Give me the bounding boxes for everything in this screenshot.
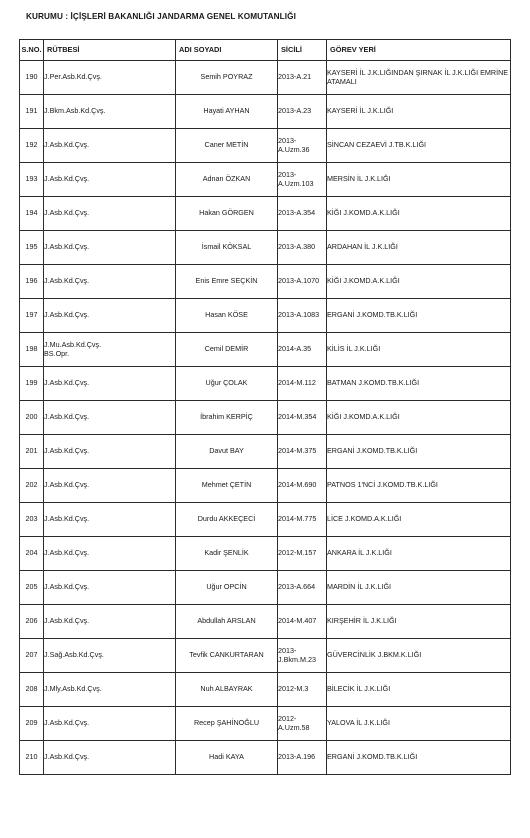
row-number [20, 537, 44, 571]
row-rank [44, 639, 176, 673]
table-row [20, 129, 511, 163]
table-row [20, 231, 511, 265]
row-rank [44, 163, 176, 197]
row-number-text: 198 [25, 344, 38, 354]
row-rank-text: J.Per.Asb.Kd.Çvş. [44, 72, 102, 82]
row-rank [44, 503, 176, 537]
row-rank [44, 537, 176, 571]
row-rank [44, 231, 176, 265]
row-registry [278, 469, 327, 503]
table-row [20, 265, 511, 299]
row-duty-station-text: ERGANİ J.KOMD.TB.K.LIĞI [327, 446, 418, 456]
row-duty-station [327, 401, 511, 435]
table-row [20, 367, 511, 401]
row-rank-text: J.Asb.Kd.Çvş. [44, 412, 90, 422]
table-row [20, 299, 511, 333]
row-number-text: 192 [25, 140, 38, 150]
row-duty-station [327, 265, 511, 299]
row-number-text: 193 [25, 174, 38, 184]
row-rank-text: J.Asb.Kd.Çvş. [44, 446, 90, 456]
row-rank [44, 265, 176, 299]
row-registry-text: 2013-A.1070 [278, 276, 320, 286]
table-row [20, 401, 511, 435]
row-registry [278, 571, 327, 605]
row-rank-branch-text: BS.Opr. [44, 348, 70, 358]
table-header-row [20, 40, 511, 61]
row-rank-text: J.Asb.Kd.Çvş. [44, 378, 90, 388]
row-number [20, 299, 44, 333]
row-number [20, 197, 44, 231]
row-duty-station [327, 605, 511, 639]
row-duty-station-text: KİĞI J.KOMD.A.K.LIĞI [327, 208, 400, 218]
row-duty-station-text: PATNOS 1'NCİ J.KOMD.TB.K.LIĞI [327, 480, 438, 490]
row-full-name-text: Abdullah ARSLAN [197, 616, 256, 626]
row-number [20, 401, 44, 435]
row-registry [278, 163, 327, 197]
row-full-name [176, 435, 278, 469]
row-full-name [176, 163, 278, 197]
table-row [20, 707, 511, 741]
row-full-name [176, 707, 278, 741]
row-registry [278, 129, 327, 163]
row-duty-station-text: MERSİN İL J.K.LIĞI [327, 174, 391, 184]
row-registry-text: 2014-M.354 [278, 412, 317, 422]
row-full-name-text: Uğur ÇOLAK [205, 378, 248, 388]
row-number-text: 208 [25, 684, 38, 694]
row-registry-text: 2014-M.375 [278, 446, 317, 456]
row-registry [278, 741, 327, 775]
row-duty-station [327, 537, 511, 571]
row-rank [44, 61, 176, 95]
row-duty-station-text: MARDİN İL J.K.LIĞI [327, 582, 392, 592]
row-registry-text: 2012-A.Uzm.58 [278, 713, 310, 732]
row-duty-station [327, 95, 511, 129]
row-registry-text: 2014-M.407 [278, 616, 317, 626]
row-full-name-text: Adnan ÖZKAN [202, 174, 251, 184]
row-rank [44, 469, 176, 503]
column-header-duty-station: GÖREV YERİ [327, 40, 511, 61]
row-number [20, 435, 44, 469]
row-rank [44, 605, 176, 639]
table-row [20, 333, 511, 367]
row-registry-text: 2014-M.112 [278, 378, 316, 388]
row-full-name-text: Hadi KAYA [209, 752, 244, 762]
row-full-name-text: Recep ŞAHİNOĞLU [193, 718, 260, 728]
row-registry-text: 2013-A.21 [278, 72, 312, 82]
table-row [20, 605, 511, 639]
row-full-name [176, 61, 278, 95]
row-duty-station-text: KİĞI J.KOMD.A.K.LIĞI [327, 276, 400, 286]
row-full-name-text: Kadir ŞENLİK [204, 548, 249, 558]
row-rank-text: J.Asb.Kd.Çvş. [44, 242, 90, 252]
row-duty-station-text: ERGANİ J.KOMD.TB.K.LIĞI [327, 310, 418, 320]
table-row [20, 571, 511, 605]
row-full-name [176, 639, 278, 673]
row-registry-text: 2013-A.1083 [278, 310, 320, 320]
row-duty-station [327, 367, 511, 401]
row-duty-station-text: BATMAN J.KOMD.TB.K.LIĞI [327, 378, 420, 388]
row-full-name-text: Cemil DEMİR [204, 344, 249, 354]
row-duty-station [327, 503, 511, 537]
row-rank-text: J.Asb.Kd.Çvş. [44, 548, 90, 558]
row-rank [44, 673, 176, 707]
row-full-name [176, 333, 278, 367]
row-number-text: 201 [25, 446, 38, 456]
row-duty-station-text: YALOVA İL J.K.LIĞI [327, 718, 390, 728]
row-registry [278, 61, 327, 95]
row-number-text: 206 [25, 616, 38, 626]
table-row [20, 435, 511, 469]
row-duty-station-text: KAYSERİ İL J.K.LIĞI [327, 106, 394, 116]
row-number-text: 200 [25, 412, 38, 422]
row-registry-text: 2013-A.196 [278, 752, 316, 762]
row-full-name [176, 571, 278, 605]
row-duty-station-text: LİCE J.KOMD.A.K.LIĞI [327, 514, 402, 524]
row-number-text: 194 [25, 208, 38, 218]
row-duty-station-text: KİLİS İL J.K.LIĞI [327, 344, 381, 354]
column-header-name: ADI SOYADI [176, 40, 278, 61]
row-full-name-text: Hayati AYHAN [203, 106, 250, 116]
row-duty-station-text: SİNCAN CEZAEVİ J.TB.K.LIĞI [327, 140, 427, 150]
row-number-text: 209 [25, 718, 38, 728]
row-duty-station [327, 707, 511, 741]
row-full-name-text: İbrahim KERPİÇ [200, 412, 253, 422]
row-number [20, 673, 44, 707]
row-full-name [176, 95, 278, 129]
row-number [20, 129, 44, 163]
row-full-name [176, 605, 278, 639]
table-row [20, 741, 511, 775]
row-rank-text: J.Sağ.Asb.Kd.Çvş. [44, 650, 104, 660]
row-number [20, 333, 44, 367]
table-row [20, 639, 511, 673]
row-registry [278, 707, 327, 741]
row-full-name [176, 537, 278, 571]
row-number-text: 195 [25, 242, 38, 252]
row-duty-station-text: KAYSERİ İL J.K.LIĞINDAN ŞIRNAK İL J.K.LIĞI EMRİNE ATAMALI [327, 67, 509, 86]
table-body [20, 61, 511, 775]
row-registry-text: 2013-A.380 [278, 242, 316, 252]
row-rank-text: J.Asb.Kd.Çvş. [44, 752, 90, 762]
row-number-text: 203 [25, 514, 38, 524]
table-row [20, 95, 511, 129]
table-row [20, 503, 511, 537]
row-number-text: 207 [25, 650, 38, 660]
row-full-name [176, 129, 278, 163]
row-rank [44, 333, 176, 367]
row-full-name [176, 673, 278, 707]
row-rank [44, 741, 176, 775]
row-registry [278, 299, 327, 333]
row-duty-station-text: KİĞI J.KOMD.A.K.LIĞI [327, 412, 400, 422]
row-rank-text: J.Asb.Kd.Çvş. [44, 616, 90, 626]
row-rank [44, 401, 176, 435]
row-full-name-text: Davut BAY [209, 446, 244, 456]
row-registry [278, 197, 327, 231]
row-duty-station [327, 129, 511, 163]
row-full-name [176, 469, 278, 503]
row-full-name-text: Semih POYRAZ [200, 72, 253, 82]
row-duty-station-text: BİLECİK İL J.K.LIĞI [327, 684, 391, 694]
row-number [20, 469, 44, 503]
row-full-name-text: Hakan GÖRGEN [199, 208, 254, 218]
row-rank-text: J.Asb.Kd.Çvş. [44, 582, 90, 592]
row-number-text: 190 [25, 72, 38, 82]
row-rank-text: J.Asb.Kd.Çvş. [44, 140, 90, 150]
row-duty-station [327, 571, 511, 605]
row-registry-text: 2013-J.Bkm.M.23 [278, 645, 316, 664]
row-number [20, 61, 44, 95]
row-registry [278, 367, 327, 401]
row-duty-station [327, 231, 511, 265]
row-full-name [176, 197, 278, 231]
row-rank-text: J.Mu.Asb.Kd.Çvş. [44, 339, 102, 349]
row-full-name-text: Caner METİN [204, 140, 249, 150]
row-rank [44, 129, 176, 163]
row-rank-text: J.Mly.Asb.Kd.Çvş. [44, 684, 102, 694]
row-registry-text: 2013-A.Uzm.36 [278, 135, 310, 154]
row-number [20, 707, 44, 741]
row-registry [278, 231, 327, 265]
row-duty-station-text: ARDAHAN İL J.K.LIĞI [327, 242, 398, 252]
row-registry [278, 95, 327, 129]
row-duty-station [327, 639, 511, 673]
row-registry [278, 673, 327, 707]
row-rank-text: J.Asb.Kd.Çvş. [44, 480, 90, 490]
row-number-text: 199 [25, 378, 38, 388]
row-number [20, 503, 44, 537]
table-row [20, 537, 511, 571]
row-registry [278, 503, 327, 537]
row-registry-text: 2012-M.3 [278, 684, 309, 694]
row-full-name [176, 401, 278, 435]
row-number [20, 231, 44, 265]
row-number-text: 210 [25, 752, 38, 762]
row-full-name [176, 367, 278, 401]
row-registry [278, 639, 327, 673]
row-registry [278, 605, 327, 639]
row-number [20, 605, 44, 639]
row-full-name [176, 299, 278, 333]
row-registry-text: 2013-A.354 [278, 208, 316, 218]
row-rank [44, 435, 176, 469]
row-number [20, 95, 44, 129]
table-row [20, 61, 511, 95]
row-full-name [176, 503, 278, 537]
row-full-name [176, 265, 278, 299]
table-row [20, 197, 511, 231]
row-registry-text: 2014-M.775 [278, 514, 317, 524]
row-registry [278, 333, 327, 367]
row-duty-station [327, 299, 511, 333]
row-duty-station [327, 61, 511, 95]
row-registry-text: 2013-A.664 [278, 582, 316, 592]
row-rank [44, 367, 176, 401]
row-duty-station [327, 197, 511, 231]
row-number [20, 265, 44, 299]
row-duty-station [327, 333, 511, 367]
row-registry-text: 2014-A.35 [278, 344, 312, 354]
row-registry [278, 537, 327, 571]
row-number [20, 741, 44, 775]
row-number [20, 367, 44, 401]
row-registry-text: 2013-A.23 [278, 106, 312, 116]
row-number [20, 163, 44, 197]
row-number-text: 204 [25, 548, 38, 558]
row-full-name [176, 231, 278, 265]
row-full-name-text: Tevfik CANKURTARAN [189, 650, 264, 660]
personnel-table [19, 39, 511, 775]
row-rank [44, 707, 176, 741]
row-duty-station-text: ANKARA İL J.K.LIĞI [327, 548, 392, 558]
row-rank-text: J.Bkm.Asb.Kd.Çvş. [44, 106, 106, 116]
row-duty-station [327, 469, 511, 503]
column-header-registry: SİCİLİ [278, 40, 327, 61]
row-duty-station-text: GÜVERCİNLİK J.BKM.K.LIĞI [327, 650, 422, 660]
row-rank [44, 197, 176, 231]
row-registry-text: 2013-A.Uzm.103 [278, 169, 314, 188]
row-rank [44, 571, 176, 605]
row-rank [44, 299, 176, 333]
row-number-text: 196 [25, 276, 38, 286]
row-full-name-text: Uğur OPCİN [206, 582, 247, 592]
row-duty-station-text: ERGANİ J.KOMD.TB.K.LIĞI [327, 752, 418, 762]
row-full-name-text: Mehmet ÇETİN [201, 480, 252, 490]
row-full-name-text: Hasan KÖSE [205, 310, 248, 320]
row-rank-text: J.Asb.Kd.Çvş. [44, 208, 90, 218]
row-full-name-text: Enis Emre SEÇKİN [195, 276, 258, 286]
table-row [20, 469, 511, 503]
row-full-name-text: Durdu AKKEÇECİ [197, 514, 256, 524]
row-number [20, 639, 44, 673]
row-full-name [176, 741, 278, 775]
row-duty-station [327, 435, 511, 469]
row-number [20, 571, 44, 605]
row-number-text: 197 [25, 310, 38, 320]
row-number-text: 205 [25, 582, 38, 592]
row-duty-station [327, 673, 511, 707]
row-registry-text: 2014-M.690 [278, 480, 317, 490]
row-duty-station-text: KIRŞEHİR İL J.K.LIĞI [327, 616, 397, 626]
row-number-text: 191 [25, 106, 38, 116]
row-duty-station [327, 741, 511, 775]
column-header-sno: S.NO. [20, 40, 44, 61]
row-rank-text: J.Asb.Kd.Çvş. [44, 718, 90, 728]
table-row [20, 163, 511, 197]
row-full-name-text: Nuh ALBAYRAK [200, 684, 253, 694]
row-rank-text: J.Asb.Kd.Çvş. [44, 514, 90, 524]
row-rank-text: J.Asb.Kd.Çvş. [44, 310, 90, 320]
row-number-text: 202 [25, 480, 38, 490]
row-registry [278, 265, 327, 299]
row-full-name-text: İsmail KÖKSAL [201, 242, 252, 252]
document-heading: KURUMU : İÇİŞLERİ BAKANLIĞI JANDARMA GENEL KOMUTANLIĞI [26, 12, 296, 21]
row-registry-text: 2012-M.157 [278, 548, 317, 558]
row-rank [44, 95, 176, 129]
row-rank-text: J.Asb.Kd.Çvş. [44, 276, 90, 286]
column-header-rank: RÜTBESİ [44, 40, 176, 61]
row-registry [278, 435, 327, 469]
row-duty-station [327, 163, 511, 197]
table-row [20, 673, 511, 707]
row-registry [278, 401, 327, 435]
row-rank-text: J.Asb.Kd.Çvş. [44, 174, 90, 184]
